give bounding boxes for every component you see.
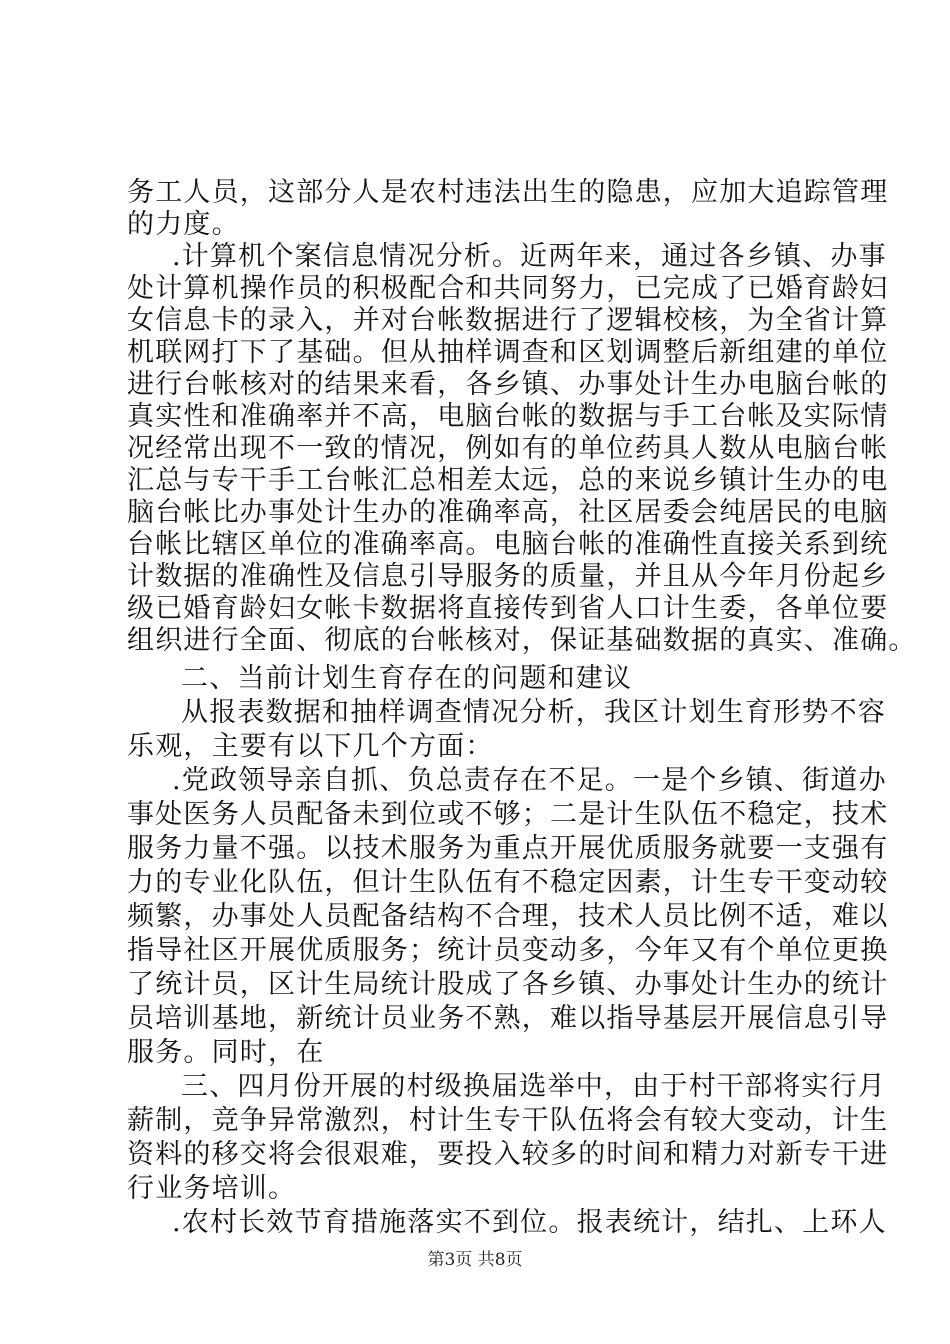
page-footer: 第3页 共8页 (427, 1250, 523, 1270)
text-line: 薪制，竞争异常激烈，村计生专干队伍将会有较大变动，计生 (127, 1105, 889, 1136)
text-line: 力的专业化队伍，但计生队伍有不稳定因素，计生专干变动较 (127, 867, 889, 898)
section-heading: 二、当前计划生育存在的问题和建议 (181, 663, 633, 694)
text-line: .农村长效节育措施落实不到位。报表统计，结扎、上环人 (172, 1207, 887, 1238)
text-line: 服务力量不强。以技术服务为重点开展优质服务就要一支强有 (127, 833, 889, 864)
text-line: 员培训基地，新统计员业务不熟，难以指导基层开展信息引导 (127, 1003, 889, 1034)
text-line: 组织进行全面、彻底的台帐核对，保证基础数据的真实、准确。 (127, 625, 917, 656)
text-line: .党政领导亲自抓、负总责存在不足。一是个乡镇、街道办 (172, 765, 887, 796)
text-line: 资料的移交将会很艰难，要投入较多的时间和精力对新专干进 (127, 1139, 889, 1170)
text-line: 乐观，主要有以下几个方面： (127, 731, 494, 762)
text-line: 女信息卡的录入，并对台帐数据进行了逻辑校核，为全省计算 (127, 305, 889, 336)
text-line: 台帐比辖区单位的准确率高。电脑台帐的准确性直接关系到统 (127, 529, 889, 560)
text-line: 处计算机操作员的积极配合和共同努力，已完成了已婚育龄妇 (127, 273, 889, 304)
text-line: 况经常出现不一致的情况，例如有的单位药具人数从电脑台帐 (127, 433, 889, 464)
text-line: .计算机个案信息情况分析。近两年来，通过各乡镇、办事 (172, 241, 887, 272)
text-line: 频繁，办事处人员配备结构不合理，技术人员比例不适，难以 (127, 901, 889, 932)
text-line: 计数据的准确性及信息引导服务的质量，并且从今年月份起乡 (127, 561, 889, 592)
text-line: 从报表数据和抽样调查情况分析，我区计划生育形势不容 (181, 697, 886, 728)
text-line: 指导社区开展优质服务；统计员变动多，今年又有个单位更换 (127, 935, 889, 966)
text-line: 服务。同时，在 (127, 1037, 325, 1068)
text-line: 进行台帐核对的结果来看，各乡镇、办事处计生办电脑台帐的 (127, 369, 889, 400)
text-line: 汇总与专干手工台帐汇总相差太远，总的来说乡镇计生办的电 (127, 465, 889, 496)
text-line: 脑台帐比办事处计生办的准确率高，社区居委会纯居民的电脑 (127, 497, 889, 528)
text-line: 机联网打下了基础。但从抽样调查和区划调整后新组建的单位 (127, 337, 889, 368)
text-line: 真实性和准确率并不高，电脑台帐的数据与手工台帐及实际情 (127, 401, 889, 432)
text-line: 级已婚育龄妇女帐卡数据将直接传到省人口计生委，各单位要 (127, 593, 889, 624)
text-line: 三、四月份开展的村级换届选举中，由于村干部将实行月 (181, 1071, 886, 1102)
text-line: 的力度。 (127, 209, 240, 240)
text-line: 行业务培训。 (127, 1173, 297, 1204)
text-line: 了统计员，区计生局统计股成了各乡镇、办事处计生办的统计 (127, 969, 889, 1000)
text-line: 务工人员，这部分人是农村违法出生的隐患，应加大追踪管理 (127, 177, 889, 208)
text-line: 事处医务人员配备未到位或不够；二是计生队伍不稳定，技术 (127, 799, 889, 830)
